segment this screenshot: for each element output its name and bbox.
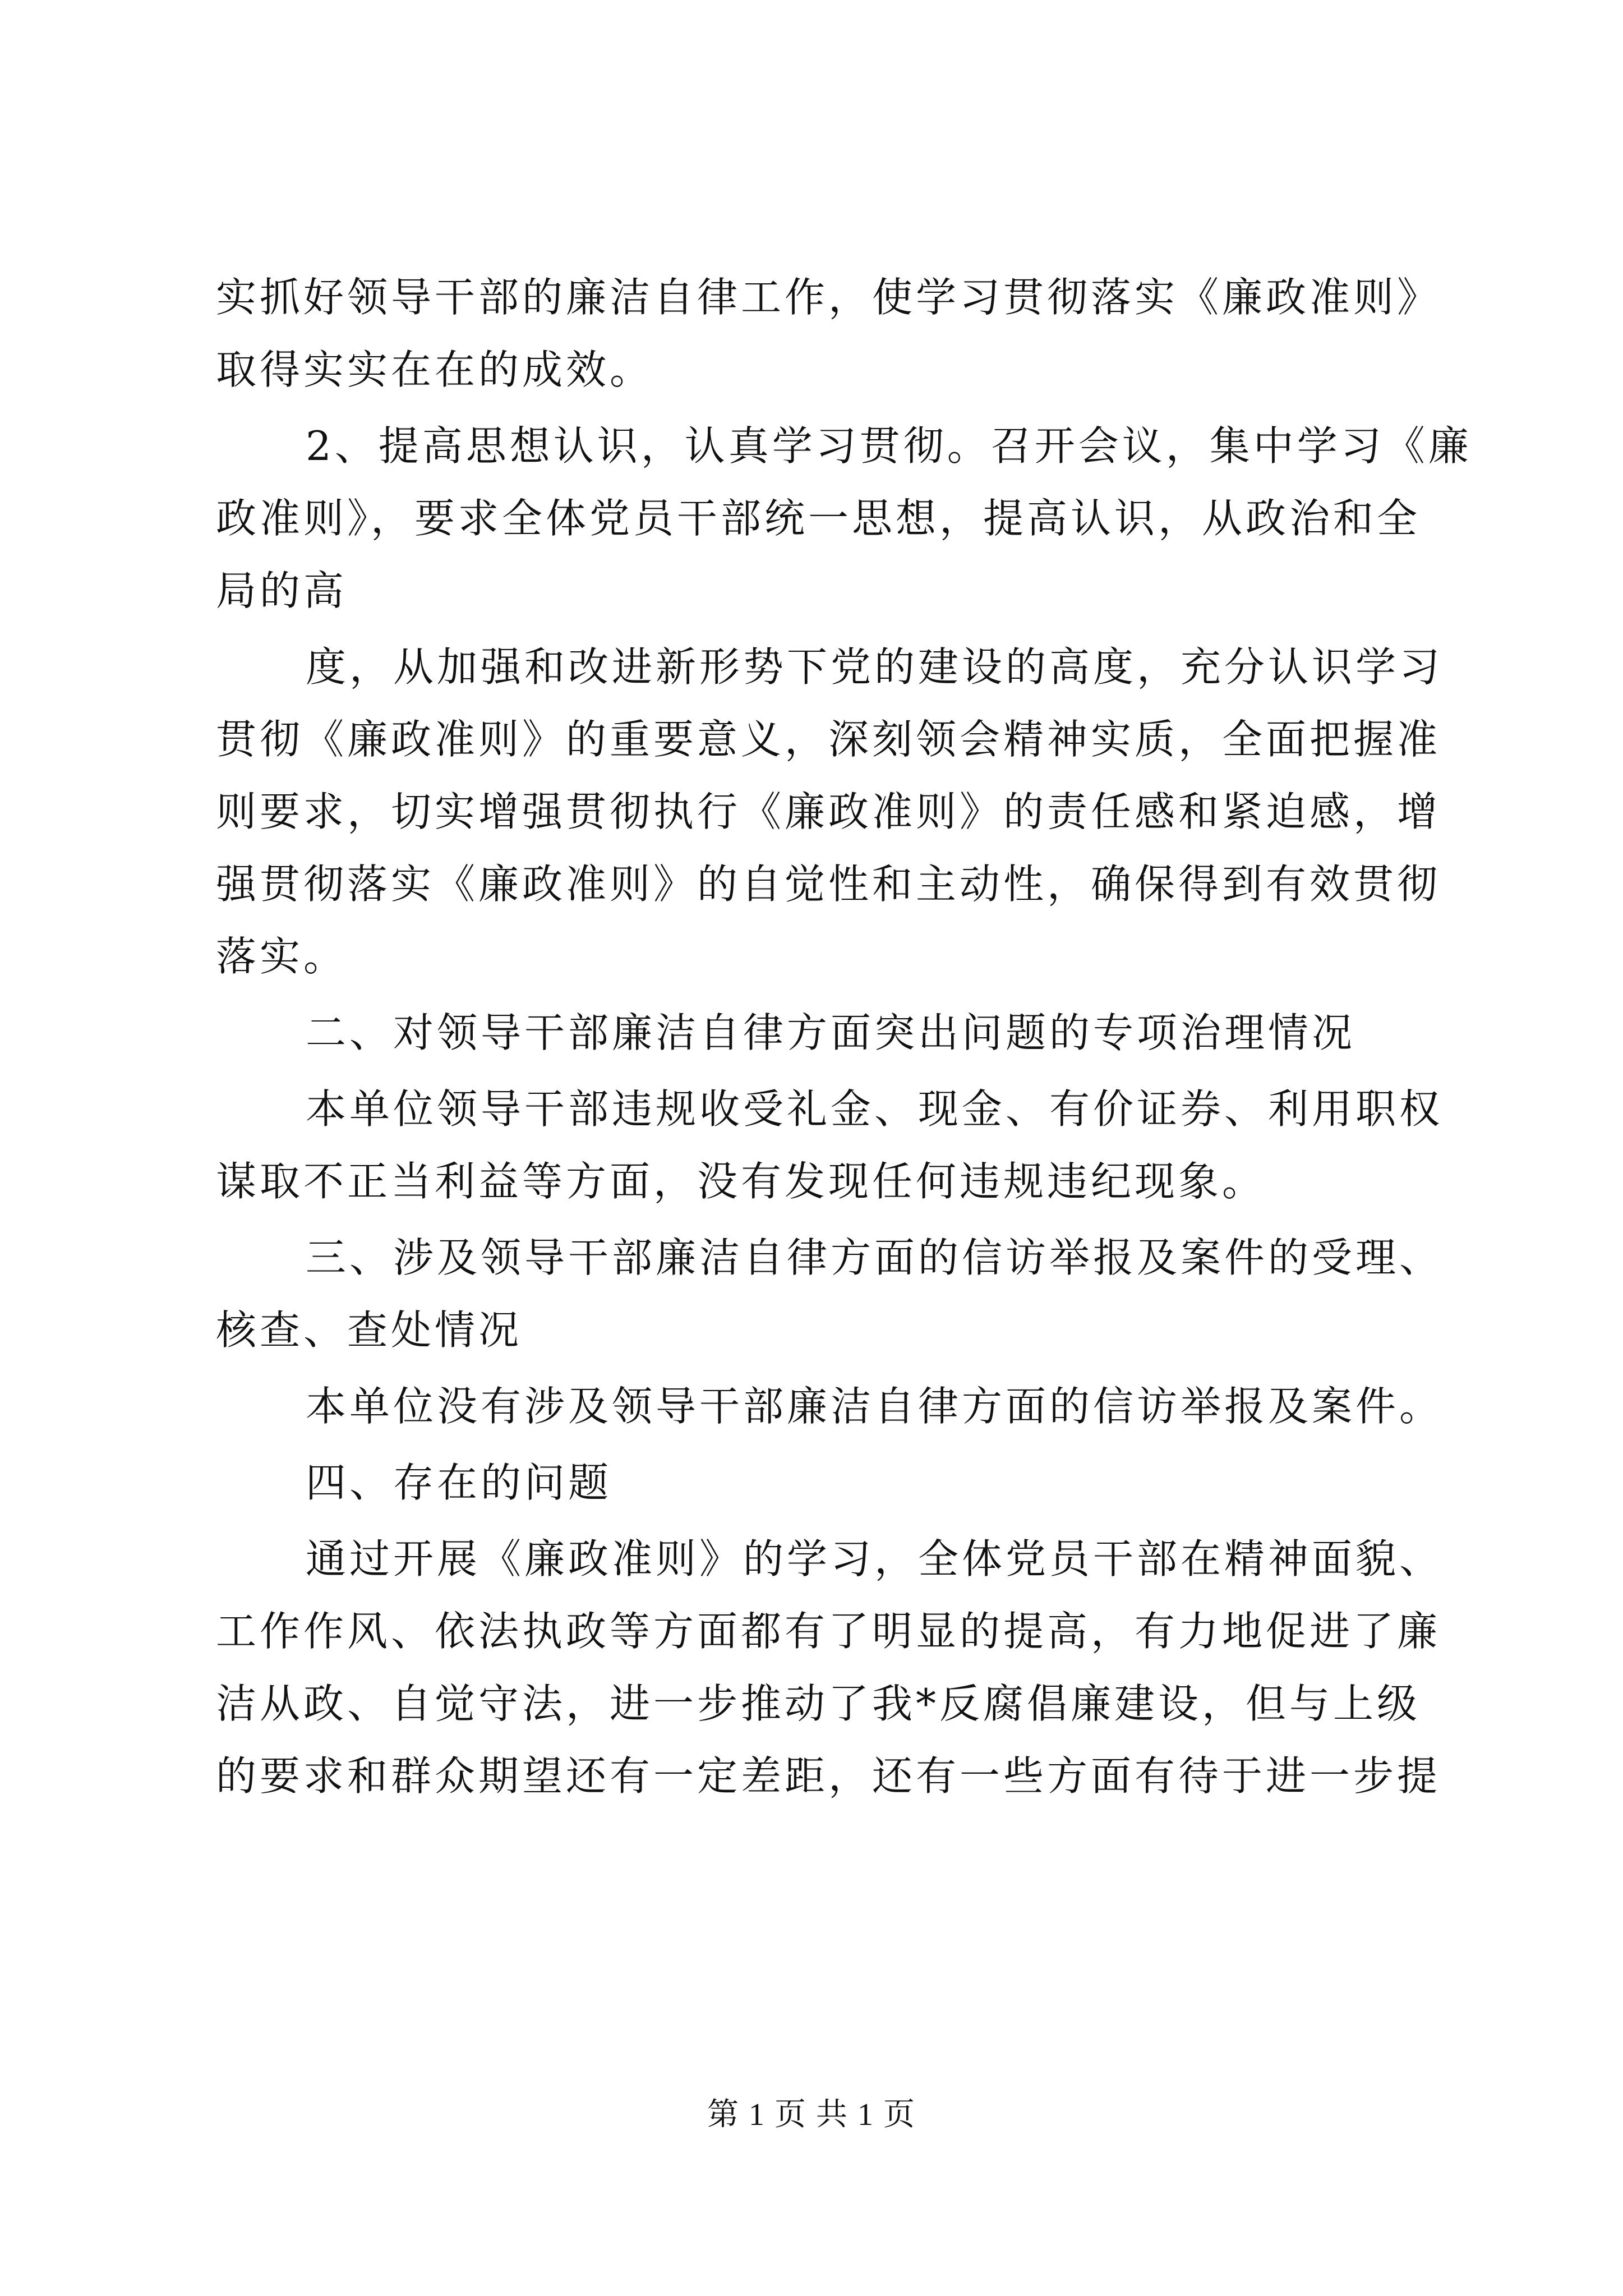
text-line: 本单位没有涉及领导干部廉洁自律方面的信访举报及案件。 (306, 1383, 1444, 1430)
text-line: 落实。 (216, 933, 348, 980)
text-line: 强贯彻落实《廉政准则》的自觉性和主动性，确保得到有效贯彻 (216, 861, 1441, 908)
text-line: 工作作风、依法执政等方面都有了明显的提高，有力地促进了廉 (216, 1608, 1441, 1655)
text-line: 2、提高思想认识，认真学习贯彻。召开会议，集中学习《廉 (306, 422, 1472, 470)
text-line: 度，从加强和改进新形势下党的建设的高度，充分认识学习 (306, 643, 1444, 691)
text-line: 取得实实在在的成效。 (216, 346, 654, 393)
section-heading: 四、存在的问题 (306, 1459, 612, 1506)
section-heading-continued: 核查、查处情况 (216, 1306, 523, 1354)
section-heading: 三、涉及领导干部廉洁自律方面的信访举报及案件的受理、 (306, 1234, 1444, 1281)
text-line: 洁从政、自觉守法，进一步推动了我*反腐倡廉建设，但与上级 (216, 1680, 1421, 1727)
text-line: 本单位领导干部违规收受礼金、现金、有价证券、利用职权 (306, 1085, 1444, 1133)
text-line: 的要求和群众期望还有一定差距，还有一些方面有待于进一步提 (216, 1752, 1441, 1800)
text-line: 实抓好领导干部的廉洁自律工作，使学习贯彻落实《廉政准则》 (216, 274, 1441, 321)
text-line: 贯彻《廉政准则》的重要意义，深刻领会精神实质，全面把握准 (216, 716, 1441, 763)
text-line: 谋取不正当利益等方面，没有发现任何违规违纪现象。 (216, 1158, 1266, 1205)
text-line: 则要求，切实增强贯彻执行《廉政准则》的责任感和紧迫感，增 (216, 788, 1441, 835)
text-line: 局的高 (216, 567, 348, 614)
text-line: 通过开展《廉政准则》的学习，全体党员干部在精神面貌、 (306, 1535, 1444, 1582)
section-heading: 二、对领导干部廉洁自律方面突出问题的专项治理情况 (306, 1009, 1356, 1056)
text-line: 政准则》，要求全体党员干部统一思想，提高认识，从政治和全 (216, 495, 1421, 542)
page-footer: 第 1 页 共 1 页 (707, 2097, 916, 2132)
